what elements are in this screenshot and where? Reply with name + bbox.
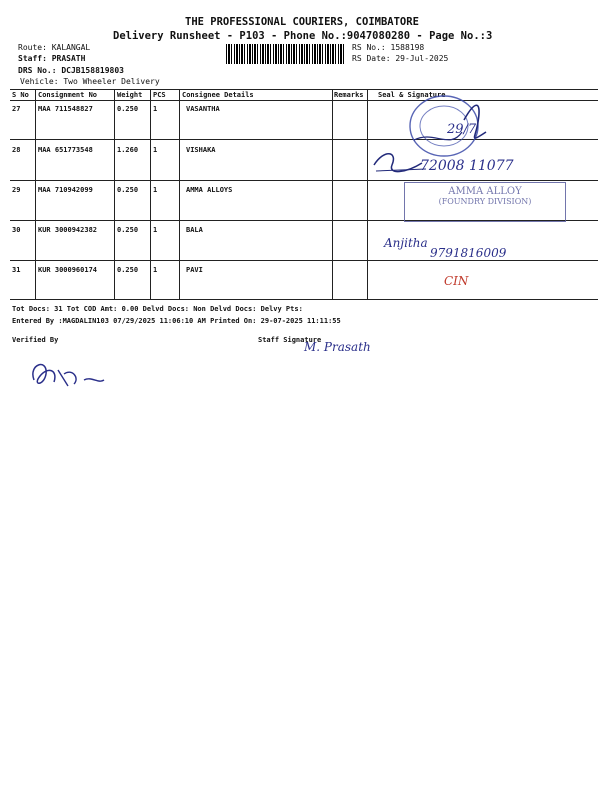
row-weight: 0.250 [117, 226, 139, 234]
row-consignee: VASANTHA [186, 105, 220, 113]
verified-by: Verified By [12, 336, 59, 344]
totals-line: Tot Docs: 31 Tot COD Amt: 0.00 Delvd Docs: Non Delvd Docs: Delvy Pts: [12, 305, 303, 313]
runsheet-title: Delivery Runsheet - P103 - Phone No.:9047080280 - Page No.:3 [113, 30, 493, 42]
company-title: THE PROFESSIONAL COURIERS, COIMBATORE [185, 16, 419, 28]
barcode [226, 44, 344, 64]
row-sno: 28 [12, 146, 21, 154]
row-consignment: KUR 3000942382 [38, 226, 98, 234]
handwritten-phone: 72008 11077 [420, 158, 514, 174]
row-weight: 1.260 [117, 146, 139, 154]
drs-number: DRS No.: DCJB158819803 [18, 66, 124, 75]
rs-number: RS No.: 1588198 [352, 43, 425, 52]
row-weight: 0.250 [117, 186, 139, 194]
col-sno: S No [12, 91, 29, 99]
row-pcs: 1 [153, 226, 158, 234]
row-consignee: AMMA ALLOYS [186, 186, 233, 194]
col-weight: Weight [117, 91, 143, 99]
row-sno: 27 [12, 105, 21, 113]
col-remarks: Remarks [334, 91, 364, 99]
row-pcs: 1 [153, 266, 158, 274]
row-consignment: MAA 710942099 [38, 186, 93, 194]
stamp-division: (FOUNDRY DIVISION) [438, 197, 532, 206]
handwritten-cin: CIN [444, 274, 469, 288]
row-pcs: 1 [153, 186, 158, 194]
staff: Staff: PRASATH [18, 54, 86, 63]
row-consignee: PAVI [186, 266, 203, 274]
handwritten-date: 29/7 [447, 122, 477, 137]
col-pcs: PCS [153, 91, 166, 99]
col-consignee: Consignee Details [182, 91, 254, 99]
route: Route: KALANGAL [18, 43, 91, 52]
handwritten-phone-2: 9791816009 [430, 246, 507, 260]
row-consignee: BALA [186, 226, 203, 234]
row-consignment: MAA 651773548 [38, 146, 93, 154]
staff-signature-label: Staff Signature [258, 336, 322, 344]
row-pcs: 1 [153, 105, 158, 113]
row-sno: 29 [12, 186, 21, 194]
handwritten-name: Anjitha [384, 236, 428, 250]
col-consignment: Consignment No [38, 91, 98, 99]
row-sno: 31 [12, 266, 21, 274]
col-seal-signature: Seal & Signature [378, 91, 446, 99]
row-consignment: KUR 3000960174 [38, 266, 98, 274]
stamp-company: AMMA ALLOY [448, 186, 522, 197]
rs-date: RS Date: 29-Jul-2025 [352, 54, 449, 63]
entered-by: Entered By :MAGDALIN103 07/29/2025 11:06:10 AM Printed On: 29-07-2025 11:11:55 [12, 317, 341, 325]
row-consignee: VISHAKA [186, 146, 216, 154]
vehicle: Vehicle: Two Wheeler Delivery [20, 77, 160, 86]
row-sno: 30 [12, 226, 21, 234]
company-rect-stamp [404, 182, 566, 222]
row-consignment: MAA 711548827 [38, 105, 93, 113]
verifier-signature [24, 356, 114, 396]
row-weight: 0.250 [117, 266, 139, 274]
staff-signature: M. Prasath [304, 340, 371, 354]
row-pcs: 1 [153, 146, 158, 154]
row-weight: 0.250 [117, 105, 139, 113]
